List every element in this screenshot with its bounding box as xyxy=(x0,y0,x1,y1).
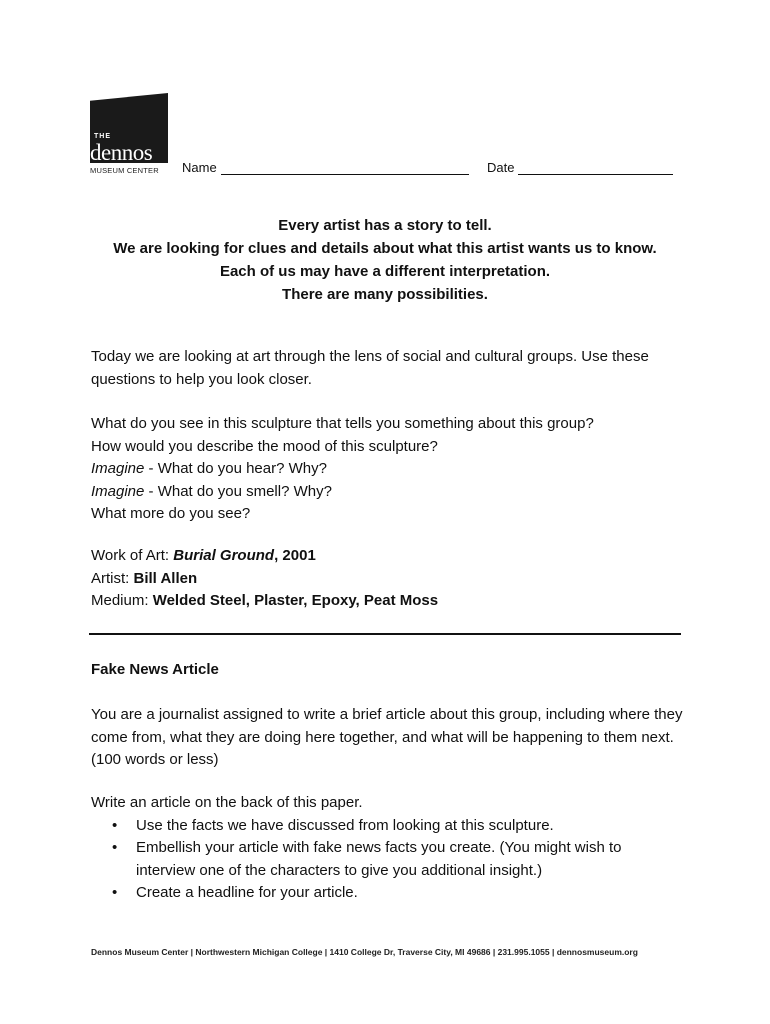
question-4 xyxy=(91,481,691,504)
article-title-block xyxy=(91,659,691,682)
list-item: • Use the facts we have discussed from looking at this sculpture. xyxy=(136,815,676,838)
list-item: • Embellish your article with fake news facts you create. (You might wish to interview one of the characters to give you additional insight.) xyxy=(136,837,676,882)
date-label: Date xyxy=(487,160,515,175)
artist-label: Artist: xyxy=(91,569,134,587)
intro-heading xyxy=(0,214,770,306)
article-description: You are a journalist assigned to write a brief article about this group, including where they come from, what they are doing here together, and what will be happening to them next. (100 words or less) xyxy=(91,706,683,768)
intro-line: We are looking for clues and details about what this artist wants us to know. xyxy=(113,240,657,257)
name-field[interactable] xyxy=(182,160,469,175)
question-1: What do you see in this sculpture that tells you something about this group? xyxy=(91,415,594,432)
medium-label: Medium: xyxy=(91,592,153,609)
article-title: Fake News Article xyxy=(91,661,219,678)
imagine-label: Imagine xyxy=(91,482,145,500)
medium-line xyxy=(91,590,691,613)
work-label: Work of Art: xyxy=(91,547,174,564)
article-description-block xyxy=(91,704,691,772)
date-line[interactable] xyxy=(518,160,673,175)
question-3-text: - What do you hear? Why? xyxy=(144,460,327,477)
question-2: How would you describe the mood of this sculpture? xyxy=(91,437,438,455)
artist-name: Bill Allen xyxy=(133,569,198,587)
date-field[interactable] xyxy=(487,160,673,175)
question-4-text: - What do you smell? Why? xyxy=(144,482,332,500)
logo-museum-center: MUSEUM CENTER xyxy=(90,166,159,175)
section-divider xyxy=(89,633,681,635)
page-footer: Dennos Museum Center | Northwestern Michigan College | 1410 College Dr, Traverse City, MI 49686 | 231.995.1055 | dennosmuseum.org xyxy=(91,947,638,957)
work-title: Burial Ground xyxy=(173,547,275,564)
name-label: Name xyxy=(182,160,217,175)
artwork-info xyxy=(91,545,691,613)
lens-text: Today we are looking at art through the lens of social and cultural groups. Use these questions to help you look closer. xyxy=(91,348,649,388)
medium-value: Welded Steel, Plaster, Epoxy, Peat Moss xyxy=(152,592,439,609)
dennos-logo xyxy=(90,93,168,177)
imagine-label: Imagine xyxy=(91,460,145,477)
intro-line: There are many possibilities. xyxy=(282,286,488,303)
artist-line xyxy=(91,568,691,591)
name-line[interactable] xyxy=(221,160,469,175)
logo-the: THE xyxy=(94,133,111,140)
logo-dennos: dennos xyxy=(90,140,153,165)
intro-line: Every artist has a story to tell. xyxy=(278,217,492,234)
question-5: What more do you see? xyxy=(91,505,251,522)
question-3 xyxy=(91,458,691,481)
work-of-art-line xyxy=(91,545,691,568)
questions-list xyxy=(91,413,691,526)
list-item: • Create a headline for your article. xyxy=(136,882,676,905)
work-year: , 2001 xyxy=(274,547,316,564)
lens-paragraph xyxy=(91,346,691,391)
article-bullets xyxy=(91,815,676,905)
article-instructions xyxy=(91,792,691,905)
intro-line: Each of us may have a different interpretation. xyxy=(219,263,551,280)
article-instruction: Write an article on the back of this paper. xyxy=(91,794,363,811)
